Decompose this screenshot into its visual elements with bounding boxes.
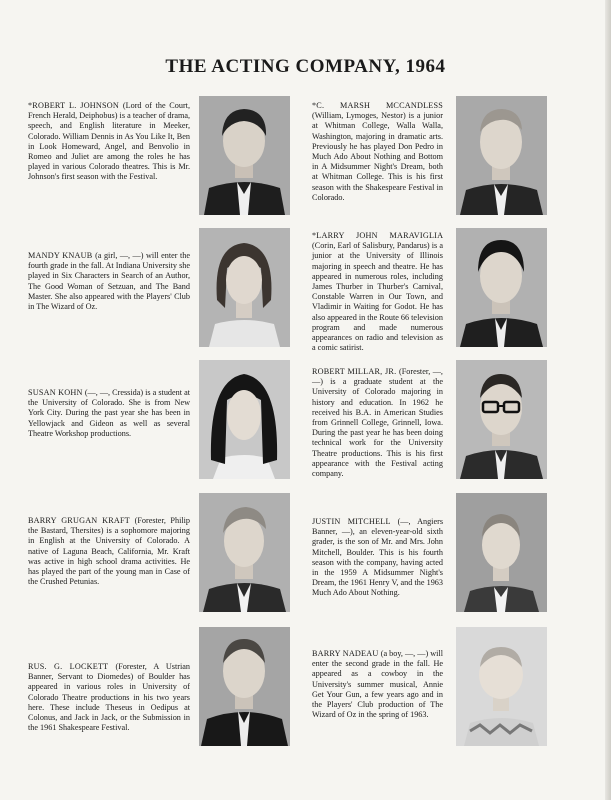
bio-kraft <box>28 516 190 587</box>
bio-name: BARRY GRUGAN KRAFT <box>28 516 135 525</box>
bio-name: BARRY NADEAU <box>312 649 381 658</box>
portrait-photo <box>456 360 547 479</box>
portrait-man-icon <box>199 493 290 612</box>
bio-name: MANDY KNAUB <box>28 251 96 260</box>
bio-kohn <box>28 388 190 439</box>
bio-johnson <box>28 101 190 183</box>
bio-nadeau <box>312 649 443 720</box>
portrait-photo <box>199 360 290 479</box>
bio-text: (a boy, —, —) will enter the second grade in the fall. He appeared as a cowboy in the University's summer musical, Annie Get Your Gun, a few years ago and in the Players' Club production of The Wizard of Oz in the spring of 1963. <box>312 649 443 720</box>
bio-mitchell <box>312 517 443 599</box>
portrait-photo <box>456 228 547 347</box>
portrait-woman-icon <box>199 360 290 479</box>
bio-lockett <box>28 662 190 733</box>
portrait-boy-icon <box>456 627 547 746</box>
bio-text: (—, —, Cressida) is a student at the University of Colorado. She is from New York City. During the past year she has been in Yellowjack and Gideon as well as several Theatre Workshop productions. <box>28 388 190 438</box>
bio-name: *ROBERT L. JOHNSON <box>28 101 123 110</box>
bio-text: (Corin, Earl of Salisbury, Pandarus) is a junior at the University of Illinois majoring in speech and theatre. He has appeared in numerous roles, including James Thurber in Thurber's Carnival, Constable Warren in Our Town, and Vladimir in Waiting for Godot. He has also appeared in the Route 66 television program and made numerous appearances on radio and television as a comic satirist. <box>312 241 443 353</box>
bio-text: (Forester, A Ustrian Banner, Servant to Diomedes) of Boulder has appeared in various roles in University of Colorado Theatre productions in his two years here. These include Theseus in Oedipus at Colonus, and Jack in Jack, or the Submission in the 1961 Shakespeare Festival. <box>28 662 191 733</box>
bio-maraviglia <box>312 231 443 353</box>
portrait-man-icon <box>456 96 547 215</box>
page-title: THE ACTING COMPANY, 1964 <box>165 56 446 77</box>
portrait-boy-icon <box>456 493 547 612</box>
bio-name: *LARRY JOHN MARAVIGLIA <box>312 231 443 240</box>
page-edge <box>605 0 611 800</box>
bio-name: *C. MARSH MCCANDLESS <box>312 101 443 110</box>
bio-knaub <box>28 251 190 312</box>
portrait-man-icon <box>199 96 290 215</box>
portrait-photo <box>456 96 547 215</box>
bio-name: RUS. G. LOCKETT <box>28 662 116 671</box>
portrait-photo <box>199 493 290 612</box>
bio-name: JUSTIN MITCHELL <box>312 517 398 526</box>
bio-text: (Forester, —, —) is a graduate student at the University of Colorado majoring in history and education. In 1962 he received his B.A. in American Studies from Grinnell College, Grinnell, Iowa. During the past year he has been doing technical work for the University Theatre productions. This is his first appearance with the Festival acting company. <box>312 367 443 479</box>
portrait-man-glasses-icon <box>456 360 547 479</box>
portrait-man-icon <box>456 228 547 347</box>
bio-name: SUSAN KOHN <box>28 388 85 397</box>
bio-mccandless <box>312 101 443 203</box>
bio-text: (Lord of the Court, French Herald, Deiphobus) is a teacher of drama, speech, and English literature in Meeker, Colorado. William Dennis in As You Like It, Ben in Look Homeward, Angel, and Benvolio in Romeo and Juliet are among the roles he has played in various Colorado theatres. This is Mr. Johnson's first season with the Festival. <box>28 101 190 182</box>
bio-text: (William, Lymoges, Nestor) is a junior at Whitman College, Walla Walla, Washington, majoring in dramatic arts. Previously he has played Don Pedro in Much Ado About Nothing and Bottom in A Midsummer Night's Dream, both at Whitman College. This is his first season with the Shakespeare Festival in Colorado. <box>312 111 443 202</box>
portrait-girl-icon <box>199 228 290 347</box>
portrait-photo <box>456 627 547 746</box>
portrait-man-icon <box>199 627 290 746</box>
bio-name: ROBERT MILLAR, JR. <box>312 367 399 376</box>
portrait-photo <box>199 228 290 347</box>
bio-text: (—, Angiers Banner, —), an eleven-year-old sixth grader, is the son of Mr. and Mrs. John Mitchell, Boulder. This is his fourth season with the company, having acted in the 1959 A Midsummer Night's Dream, the 1961 Henry V, and the 1963 Much Ado About Nothing. <box>312 517 444 598</box>
portrait-photo <box>199 627 290 746</box>
bio-text: (Forester, Philip the Bastard, Thersites) is a sophomore majoring in English at the University of Colorado. A native of Laguna Beach, California, Mr. Kraft was active in high school drama activities. He has played the part of the young man in Case of the Crushed Petunias. <box>28 516 190 587</box>
bio-text: (a girl, —, —) will enter the fourth grade in the fall. At Indiana University she played in Six Characters in Search of an Author, The Good Woman of Setzuan, and The Band Master. She also appeared with the Players' Club in The Wizard of Oz. <box>28 251 191 312</box>
portrait-photo <box>199 96 290 215</box>
bio-millar <box>312 367 443 479</box>
portrait-photo <box>456 493 547 612</box>
